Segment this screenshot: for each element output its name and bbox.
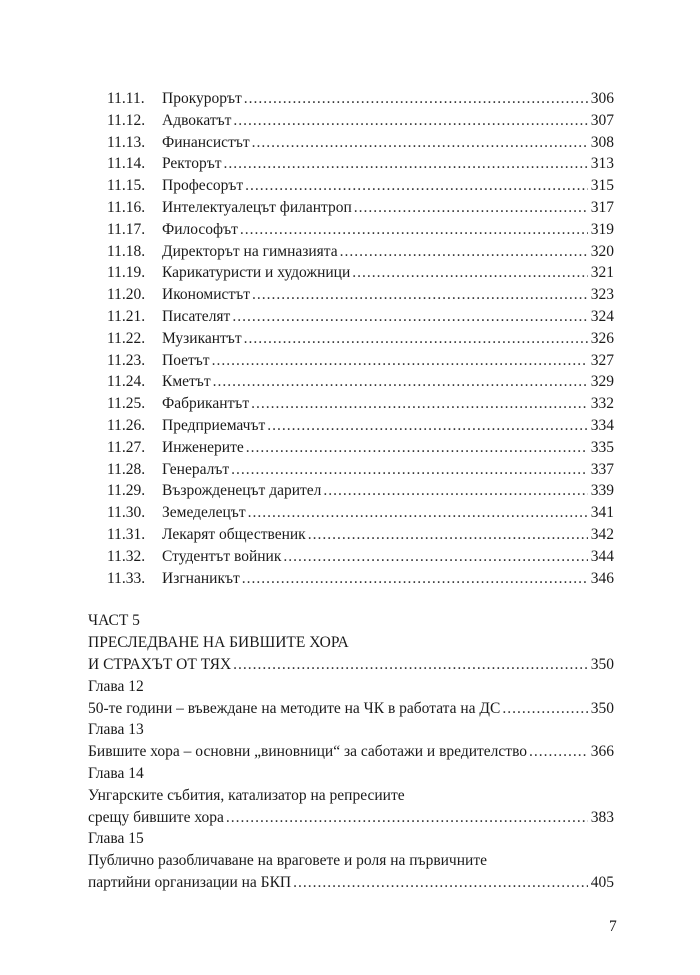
entry-number: 11.15. — [107, 177, 146, 195]
entry-page: 306 — [590, 90, 614, 107]
toc-entry — [88, 328, 614, 350]
leader-dots — [352, 262, 587, 284]
entry-number: 11.32. — [107, 547, 146, 565]
chapter-page: 350 — [590, 699, 614, 717]
entry-page: 327 — [590, 351, 614, 369]
entry-page: 307 — [590, 111, 614, 129]
chapter-label-text: Глава 15 — [88, 830, 144, 848]
entry-number: 11.27. — [107, 438, 146, 456]
leader-dots — [213, 371, 588, 393]
entry-number: 11.14. — [107, 155, 146, 173]
leader-dots — [502, 698, 587, 720]
toc-entry — [88, 262, 614, 284]
chapter-label — [88, 676, 614, 698]
toc-entry — [88, 502, 614, 524]
chapter-label — [88, 719, 614, 741]
toc-entry — [88, 219, 614, 241]
leader-dots — [340, 241, 588, 263]
spacer — [88, 589, 614, 610]
entry-number: 11.16. — [107, 198, 146, 216]
entry-title: Финансистът — [162, 133, 250, 151]
entry-title: Прокурорът — [162, 90, 242, 107]
chapter-block-14 — [88, 763, 614, 828]
toc-entry — [88, 459, 614, 481]
part-title-line — [88, 632, 614, 654]
part-title-text: ПРЕСЛЕДВАНЕ НА БИВШИТЕ ХОРА — [88, 634, 349, 652]
entry-number: 11.13. — [107, 133, 146, 151]
chapter-title-line — [88, 850, 614, 872]
entry-number: 11.29. — [107, 482, 146, 500]
entry-number: 11.22. — [107, 329, 146, 347]
chapter-label — [88, 763, 614, 785]
entry-title: Инженерите — [162, 438, 244, 456]
toc-entry — [88, 524, 614, 546]
entry-page: 326 — [590, 329, 614, 347]
leader-dots — [252, 132, 588, 154]
toc-entry — [88, 546, 614, 568]
entry-title: Адвокатът — [162, 111, 232, 129]
leader-dots — [354, 197, 588, 219]
entry-title: Предприемачът — [162, 416, 266, 434]
entry-page: 335 — [590, 438, 614, 456]
entry-page: 339 — [590, 482, 614, 500]
entry-number: 11.28. — [107, 460, 146, 478]
entry-page: 321 — [590, 264, 614, 282]
entry-title: Карикатуристи и художници — [162, 264, 351, 282]
toc-entry — [88, 393, 614, 415]
toc-entry — [88, 437, 614, 459]
entry-title: Лекарят общественик — [162, 525, 306, 543]
chapter-title-line — [88, 785, 614, 807]
chapter-title-text: партийни организации на БКП — [88, 873, 292, 891]
chapter-page: 383 — [590, 808, 614, 826]
entry-title: Студентът войник — [162, 547, 282, 565]
leader-dots — [323, 480, 587, 502]
leader-dots — [226, 807, 588, 829]
entry-page: 342 — [590, 525, 614, 543]
entry-number: 11.23. — [107, 351, 146, 369]
chapter-title-text: Унгарските събития, катализатор на репресиите — [88, 786, 405, 804]
leader-dots — [308, 524, 588, 546]
toc-entry — [88, 284, 614, 306]
entry-number: 11.25. — [107, 395, 146, 413]
chapter-block-15 — [88, 828, 614, 893]
chapter-title-last-line — [88, 698, 614, 720]
entry-page: 344 — [590, 547, 614, 565]
entry-title: Фабрикантът — [162, 395, 250, 413]
entry-number: 11.12. — [107, 111, 146, 129]
entry-page: 337 — [590, 460, 614, 478]
entry-number: 11.33. — [107, 569, 146, 587]
entry-title: Кметът — [162, 373, 211, 391]
entry-page: 329 — [590, 373, 614, 391]
chapter-label-text: Глава 14 — [88, 764, 144, 782]
entry-page: 315 — [590, 177, 614, 195]
toc-entry — [88, 241, 614, 263]
entry-number: 11.19. — [107, 264, 146, 282]
leader-dots — [252, 284, 588, 306]
section-list — [88, 88, 614, 589]
leader-dots — [233, 110, 587, 132]
entry-number: 11.31. — [107, 525, 146, 543]
part-label-text: ЧАСТ 5 — [88, 612, 140, 630]
leader-dots — [232, 306, 587, 328]
toc-entry — [88, 175, 614, 197]
part-5-block — [88, 610, 614, 675]
entry-title: Писателят — [162, 307, 231, 325]
entry-page: 319 — [590, 220, 614, 238]
toc-entry — [88, 306, 614, 328]
entry-number: 11.18. — [107, 242, 146, 260]
entry-title: Възрожденецът дарител — [162, 482, 322, 500]
part-title-text: И СТРАХЪТ ОТ ТЯХ — [88, 655, 232, 673]
leader-dots — [245, 175, 588, 197]
leader-dots — [212, 350, 588, 372]
entry-title: Ректорът — [162, 155, 222, 173]
leader-dots — [244, 328, 588, 350]
chapter-title-text: Бившите хора – основни „виновници“ за саботажи и вредителство — [88, 743, 528, 761]
entry-title: Директорът на гимназията — [162, 242, 338, 260]
part-page: 350 — [590, 655, 614, 673]
toc-entry — [88, 132, 614, 154]
entry-title: Земеделецът — [162, 504, 246, 522]
chapter-label-text: Глава 13 — [88, 721, 144, 739]
chapter-label — [88, 828, 614, 850]
toc-entry — [88, 153, 614, 175]
toc-entry — [88, 415, 614, 437]
chapter-block-13 — [88, 719, 614, 763]
page-number: 7 — [609, 918, 617, 935]
entry-number: 11.30. — [107, 504, 146, 522]
entry-number: 11.21. — [107, 307, 146, 325]
table-of-contents — [88, 88, 614, 894]
toc-entry — [88, 350, 614, 372]
toc-entry — [88, 197, 614, 219]
part-title-last-line — [88, 654, 614, 676]
leader-dots — [244, 88, 588, 110]
entry-number: 11.20. — [107, 286, 146, 304]
chapter-title-text: 50-те години – въвеждане на методите на ЧК в работата на ДС — [88, 699, 501, 717]
entry-title: Музикантът — [162, 329, 242, 347]
chapter-title-last-line — [88, 872, 614, 894]
toc-entry — [88, 88, 614, 110]
toc-entry — [88, 568, 614, 590]
entry-title: Икономистът — [162, 286, 250, 304]
entry-page: 308 — [590, 133, 614, 151]
toc-entry — [88, 480, 614, 502]
entry-page: 334 — [590, 416, 614, 434]
entry-number: 11.11. — [107, 90, 145, 107]
entry-number: 11.17. — [107, 220, 146, 238]
leader-dots — [267, 415, 587, 437]
entry-title: Изгнаникът — [162, 569, 240, 587]
toc-entry — [88, 110, 614, 132]
entry-page: 320 — [590, 242, 614, 260]
toc-entry — [88, 371, 614, 393]
entry-number: 11.24. — [107, 373, 146, 391]
leader-dots — [283, 546, 587, 568]
chapter-title-text: срещу бившите хора — [88, 808, 224, 826]
entry-title: Генералът — [162, 460, 230, 478]
leader-dots — [293, 872, 588, 894]
part-label — [88, 610, 614, 632]
chapter-block-12 — [88, 676, 614, 720]
chapter-title-last-line — [88, 741, 614, 763]
entry-page: 317 — [590, 198, 614, 216]
entry-number: 11.26. — [107, 416, 146, 434]
leader-dots — [240, 219, 588, 241]
entry-page: 324 — [590, 307, 614, 325]
leader-dots — [246, 437, 588, 459]
leader-dots — [251, 393, 588, 415]
entry-title: Поетът — [162, 351, 210, 369]
chapter-page: 405 — [590, 873, 614, 891]
leader-dots — [529, 741, 588, 763]
entry-title: Интелектуалецът филантроп — [162, 198, 352, 216]
chapter-title-last-line — [88, 807, 614, 829]
leader-dots — [248, 502, 588, 524]
entry-page: 332 — [590, 395, 614, 413]
entry-page: 341 — [590, 504, 614, 522]
entry-page: 346 — [590, 569, 614, 587]
leader-dots — [233, 654, 588, 676]
entry-page: 313 — [590, 155, 614, 173]
leader-dots — [242, 568, 588, 590]
leader-dots — [231, 459, 588, 481]
entry-title: Философът — [162, 220, 238, 238]
chapter-title-text: Публично разобличаване на враговете и роля на първичните — [88, 852, 487, 870]
entry-page: 323 — [590, 286, 614, 304]
leader-dots — [223, 153, 587, 175]
chapter-label-text: Глава 12 — [88, 677, 144, 695]
entry-title: Професорът — [162, 177, 244, 195]
chapter-page: 366 — [590, 743, 614, 761]
